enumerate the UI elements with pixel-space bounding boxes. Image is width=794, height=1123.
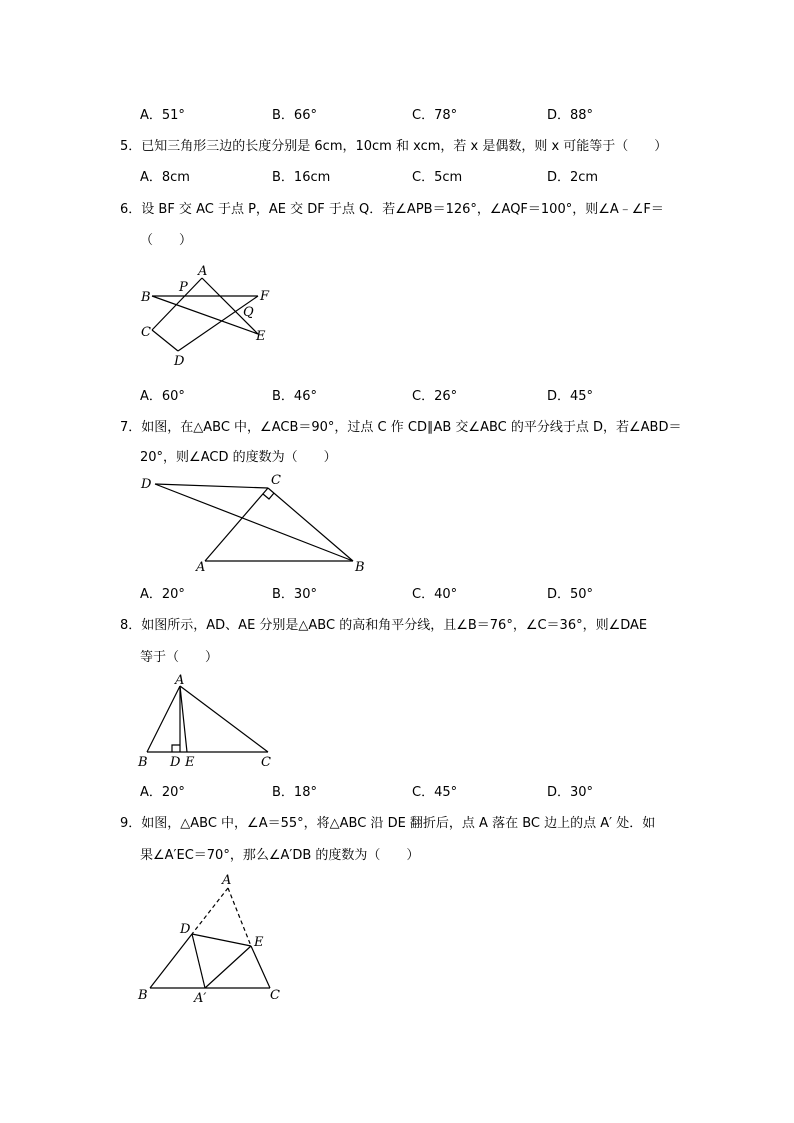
q7-label-d: D <box>141 477 152 492</box>
q6-option-d: D．45° <box>547 389 594 404</box>
q8-label-c: C <box>261 755 271 770</box>
q8-question-text-line1: 8．如图所示，AD、AE 分别是△ABC 的高和角平分线，且∠B＝76°，∠C＝36°，则∠DAE <box>120 618 648 633</box>
q6-label-a: A <box>198 264 208 279</box>
q9-label-a-prime: A′ <box>194 991 207 1006</box>
q8-option-c: C．45° <box>412 785 458 800</box>
q5-option-b: B．16cm <box>272 170 331 185</box>
q9-label-d: D <box>180 922 191 937</box>
q6-label-c: C <box>141 325 151 340</box>
q7-label-a: A <box>196 560 206 575</box>
q7-option-d: D．50° <box>547 587 594 602</box>
q9-segment-ec <box>251 946 270 988</box>
q8-option-b: B．18° <box>272 785 317 800</box>
q9-segment-de <box>192 934 251 946</box>
q6-label-e: E <box>256 329 266 344</box>
q9-segment-da1 <box>192 934 205 988</box>
q4-option-b: B．66° <box>272 108 317 123</box>
q7-question-text-line2: 20°，则∠ACD 的度数为（ ） <box>140 450 337 465</box>
q6-label-b: B <box>141 290 151 305</box>
q5-question-text: 5．已知三角形三边的长度分别是 6cm，10cm 和 xcm，若 x 是偶数，则 x 可能等于（ ） <box>120 139 668 154</box>
q4-option-d: D．88° <box>547 108 594 123</box>
q6-label-p: P <box>179 280 188 295</box>
q7-option-b: B．30° <box>272 587 317 602</box>
q8-option-d: D．30° <box>547 785 594 800</box>
q7-label-c: C <box>271 473 281 488</box>
q5-option-a: A．8cm <box>140 170 190 185</box>
q7-label-b: B <box>355 560 365 575</box>
q4-option-c: C．78° <box>412 108 458 123</box>
q8-label-b: B <box>138 755 148 770</box>
q9-label-b: B <box>138 988 148 1003</box>
q9-dashed-ae <box>228 888 251 946</box>
q6-question-text-line2: （ ） <box>140 233 193 248</box>
q9-question-text-line2: 果∠A′EC＝70°，那么∠A′DB 的度数为（ ） <box>140 848 420 863</box>
q8-label-e: E <box>185 755 195 770</box>
q7-question-text-line1: 7．如图，在△ABC 中，∠ACB＝90°，过点 C 作 CD∥AB 交∠ABC 的平分线于点 D，若∠ABD＝ <box>120 420 682 435</box>
q9-label-a: A <box>222 873 232 888</box>
q6-option-b: B．46° <box>272 389 317 404</box>
q9-label-e: E <box>254 935 264 950</box>
q8-option-a: A．20° <box>140 785 185 800</box>
q6-label-f: F <box>260 289 270 304</box>
q6-label-q: Q <box>243 305 254 320</box>
q9-label-c: C <box>270 988 280 1003</box>
q8-label-a: A <box>175 673 185 688</box>
q9-segment-ea1 <box>205 946 251 988</box>
q9-dashed-ad <box>192 888 228 934</box>
q6-option-c: C．26° <box>412 389 458 404</box>
q7-option-a: A．20° <box>140 587 185 602</box>
q8-label-d: D <box>170 755 181 770</box>
q8-question-text-line2: 等于（ ） <box>140 650 219 665</box>
q4-option-a: A．51° <box>140 108 185 123</box>
q6-question-text-line1: 6．设 BF 交 AC 于点 P，AE 交 DF 于点 Q．若∠APB＝126°，∠AQF＝100°，则∠A﹣∠F＝ <box>120 202 664 217</box>
q5-option-d: D．2cm <box>547 170 599 185</box>
q9-question-text-line1: 9．如图，△ABC 中，∠A＝55°，将△ABC 沿 DE 翻折后，点 A 落在 BC 边上的点 A′ 处．如 <box>120 816 656 831</box>
q7-option-c: C．40° <box>412 587 458 602</box>
q6-option-a: A．60° <box>140 389 185 404</box>
q9-segment-bd <box>150 934 192 988</box>
q5-option-c: C．5cm <box>412 170 463 185</box>
q6-label-d: D <box>174 354 185 369</box>
